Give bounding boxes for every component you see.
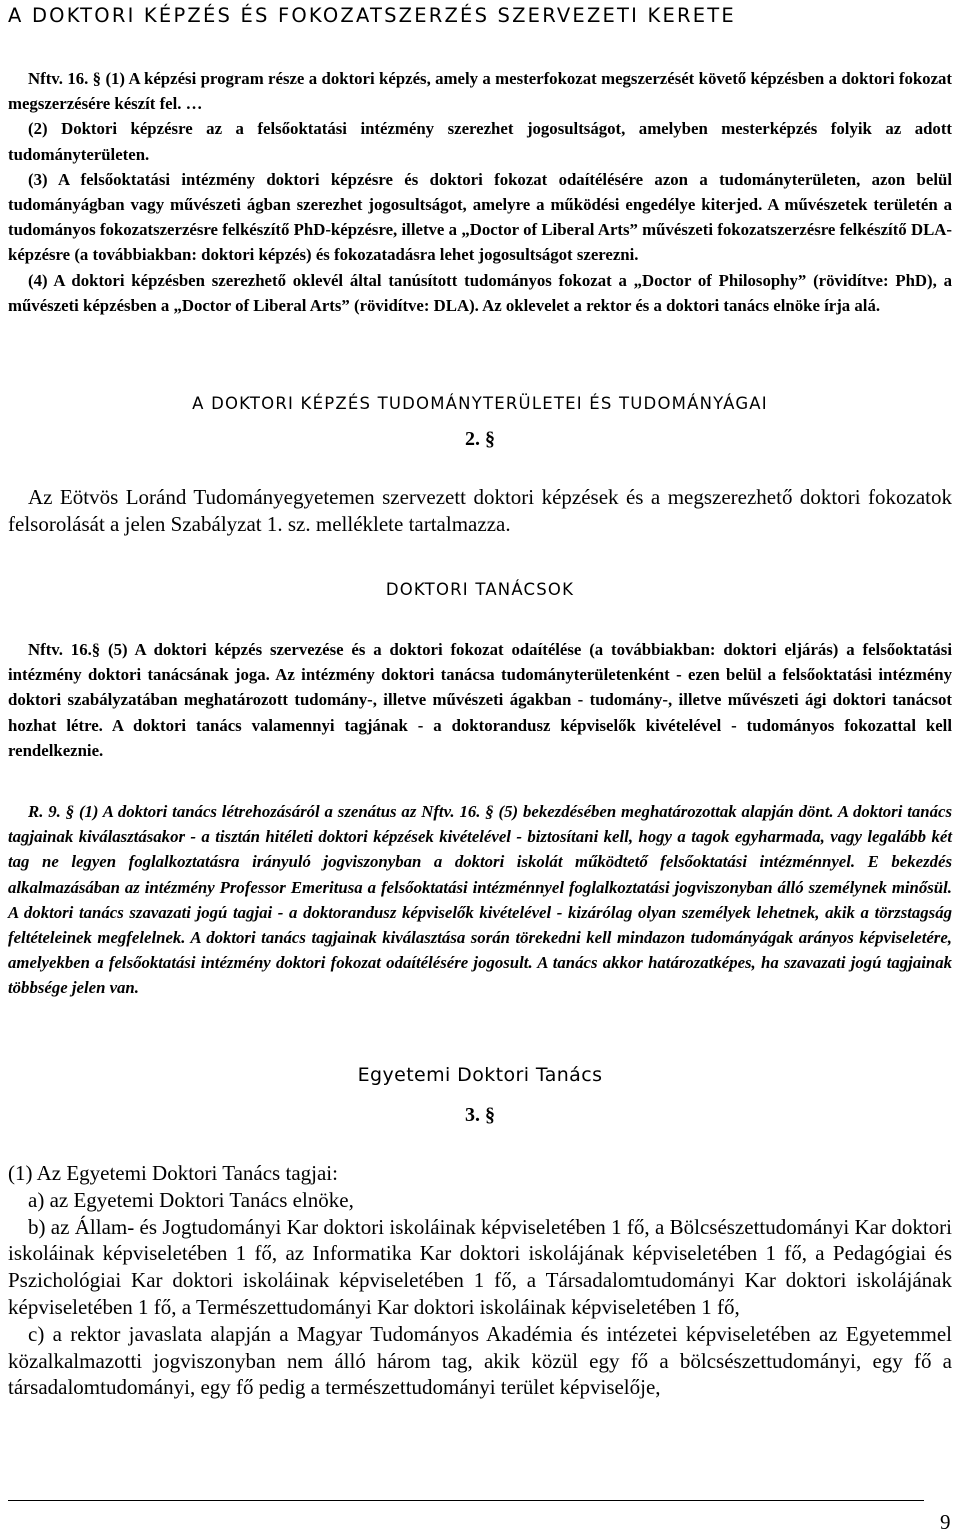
footer-rule [8, 1500, 924, 1501]
section-3-text-block [8, 1160, 952, 1401]
section-2-heading: A DOKTORI KÉPZÉS TUDOMÁNYTERÜLETEI ÉS TUDOMÁNYÁGAI [192, 394, 768, 413]
section-3-item-a: a) az Egyetemi Doktori Tanács elnöke, [28, 1187, 354, 1212]
section-2-text-block [8, 484, 952, 538]
intro-paragraph-1: Nftv. 16. § (1) A képzési program része a doktori képzés, amely a mesterfokozat megszerzését követő képzésben a doktori fokozat megszerzésére készít fel. … [8, 69, 952, 114]
councils-heading: DOKTORI TANÁCSOK [385, 580, 575, 599]
section-3-number: 3. § [465, 1104, 495, 1126]
councils-law-paragraph: Nftv. 16.§ (5) A doktori képzés szervezése és a doktori fokozat odaítélése (a továbbiakban: doktori eljárás) a felsőoktatási intézmény doktori tanácsának joga. Az intézmény doktori tanácsa tudományterületenként - ezen belül a felsőoktatási intézmény doktori szabályzatában meghatározott tudomány-, illetve művészeti ágakban - tudomány-, illetve művészeti ági doktori tanácsot hozhat létre. A doktori tanács valamennyi tagjának - a doktorandusz képviselők kivételével - tudományos fokozattal kell rendelkeznie. [8, 640, 952, 760]
intro-paragraph-2: (2) Doktori képzésre az a felsőoktatási intézmény szerezhet jogosultságot, amelyben mesterképzés folyik az adott tudományterületen. [8, 119, 952, 164]
section-3-item-c: c) a rektor javaslata alapján a Magyar Tudományos Akadémia és intézetei képviseletében az Egyetemmel közalkalmazotti jogviszonyban nem álló három tag, akik közül egy fő a bölcsészettudományi, egy fő a társadalomtudományi, egy fő pedig a természettudományi terület képviselője, [8, 1321, 952, 1400]
page-number: 9 [940, 1510, 951, 1534]
section-2-paragraph: Az Eötvös Loránd Tudományegyetemen szervezett doktori képzések és a megszerezhető doktori fokozatok felsorolását a jelen Szabályzat 1. sz. melléklete tartalmazza. [8, 485, 952, 536]
intro-block [8, 66, 952, 318]
section-2-number: 2. § [465, 428, 495, 450]
section-3-item-b: b) az Állam- és Jogtudományi Kar doktori iskoláinak képviseletében 1 fő, a Bölcsészettudományi Kar doktori iskoláinak képviseletében 1 fő, az Informatika Kar doktori iskolájának képviseletében 1 fő, a Pedagógiai és Pszichológiai Kar doktori iskoláinak képviseletében 1 fő, a Társadalomtudományi Kar doktori iskolájának képviseletében 1 fő, a Természettudományi Kar doktori iskoláinak képviseletében 1 fő, [8, 1214, 952, 1319]
councils-regulation-paragraph: R. 9. § (1) A doktori tanács létrehozásáról a szenátus az Nftv. 16. § (5) bekezdésében meghatározottak alapján dönt. A doktori tanács tagjainak kiválasztásakor - a tisztán hitéleti doktori képzések kivételével - biztosítani kell, hogy a tagok egyharmada, vagy legalább két tag ne legyen foglalkoztatásra irányuló jogviszonyban a doktori iskolát működtető felsőoktatási intézménnyel. E bekezdés alkalmazásában az intézmény Professor Emeritusa a felsőoktatási intézménnyel foglalkoztatási jogviszonyban álló személynek minősül. A doktori tanács szavazati jogú tagjai - a doktorandusz képviselők kivételével - kizárólag olyan személyek lehetnek, akik a törzstagság feltételeinek megfelelnek. A doktori tanács tagjainak kiválasztása során törekedni kell mindazon tudományágak arányos képviseletére, amelyekben a felsőoktatási intézmény doktori fokozat odaítélésére jogosult. A tanács akkor határozatképes, ha szavazati jogú tagjainak többsége jelen van. [8, 802, 952, 998]
page-header-title: A DOKTORI KÉPZÉS ÉS FOKOZATSZERZÉS SZERVEZETI KERETE [8, 4, 736, 27]
section-3-heading: Egyetemi Doktori Tanács [357, 1064, 603, 1086]
section-3-members-intro: (1) Az Egyetemi Doktori Tanács tagjai: [8, 1161, 338, 1185]
councils-regulation-block [8, 799, 952, 1001]
councils-law-block [8, 637, 952, 763]
intro-paragraph-3: (3) A felsőoktatási intézmény doktori képzésre és doktori fokozat odaítélésére azon a tudományterületen, azon belül tudományágban vagy művészeti ágban szerezhet jogosultságot, amelyre a működési engedélye kiterjed. A művészetek területén a tudományos fokozatszerzésre felkészítő PhD-képzésre, illetve a „Doctor of Liberal Arts” művészeti fokozatszerzésre felkészítő DLA-képzésre (a továbbiakban: doktori képzés) és fokozatadásra lehet jogosultságot szerezni. [8, 169, 952, 265]
intro-paragraph-4: (4) A doktori képzésben szerezhető oklevél által tanúsított tudományos fokozat a „Doctor of Philosophy” (rövidítve: PhD), a művészeti képzésben a „Doctor of Liberal Arts” (rövidítve: DLA). Az oklevelet a rektor és a doktori tanács elnöke írja alá. [8, 270, 952, 315]
